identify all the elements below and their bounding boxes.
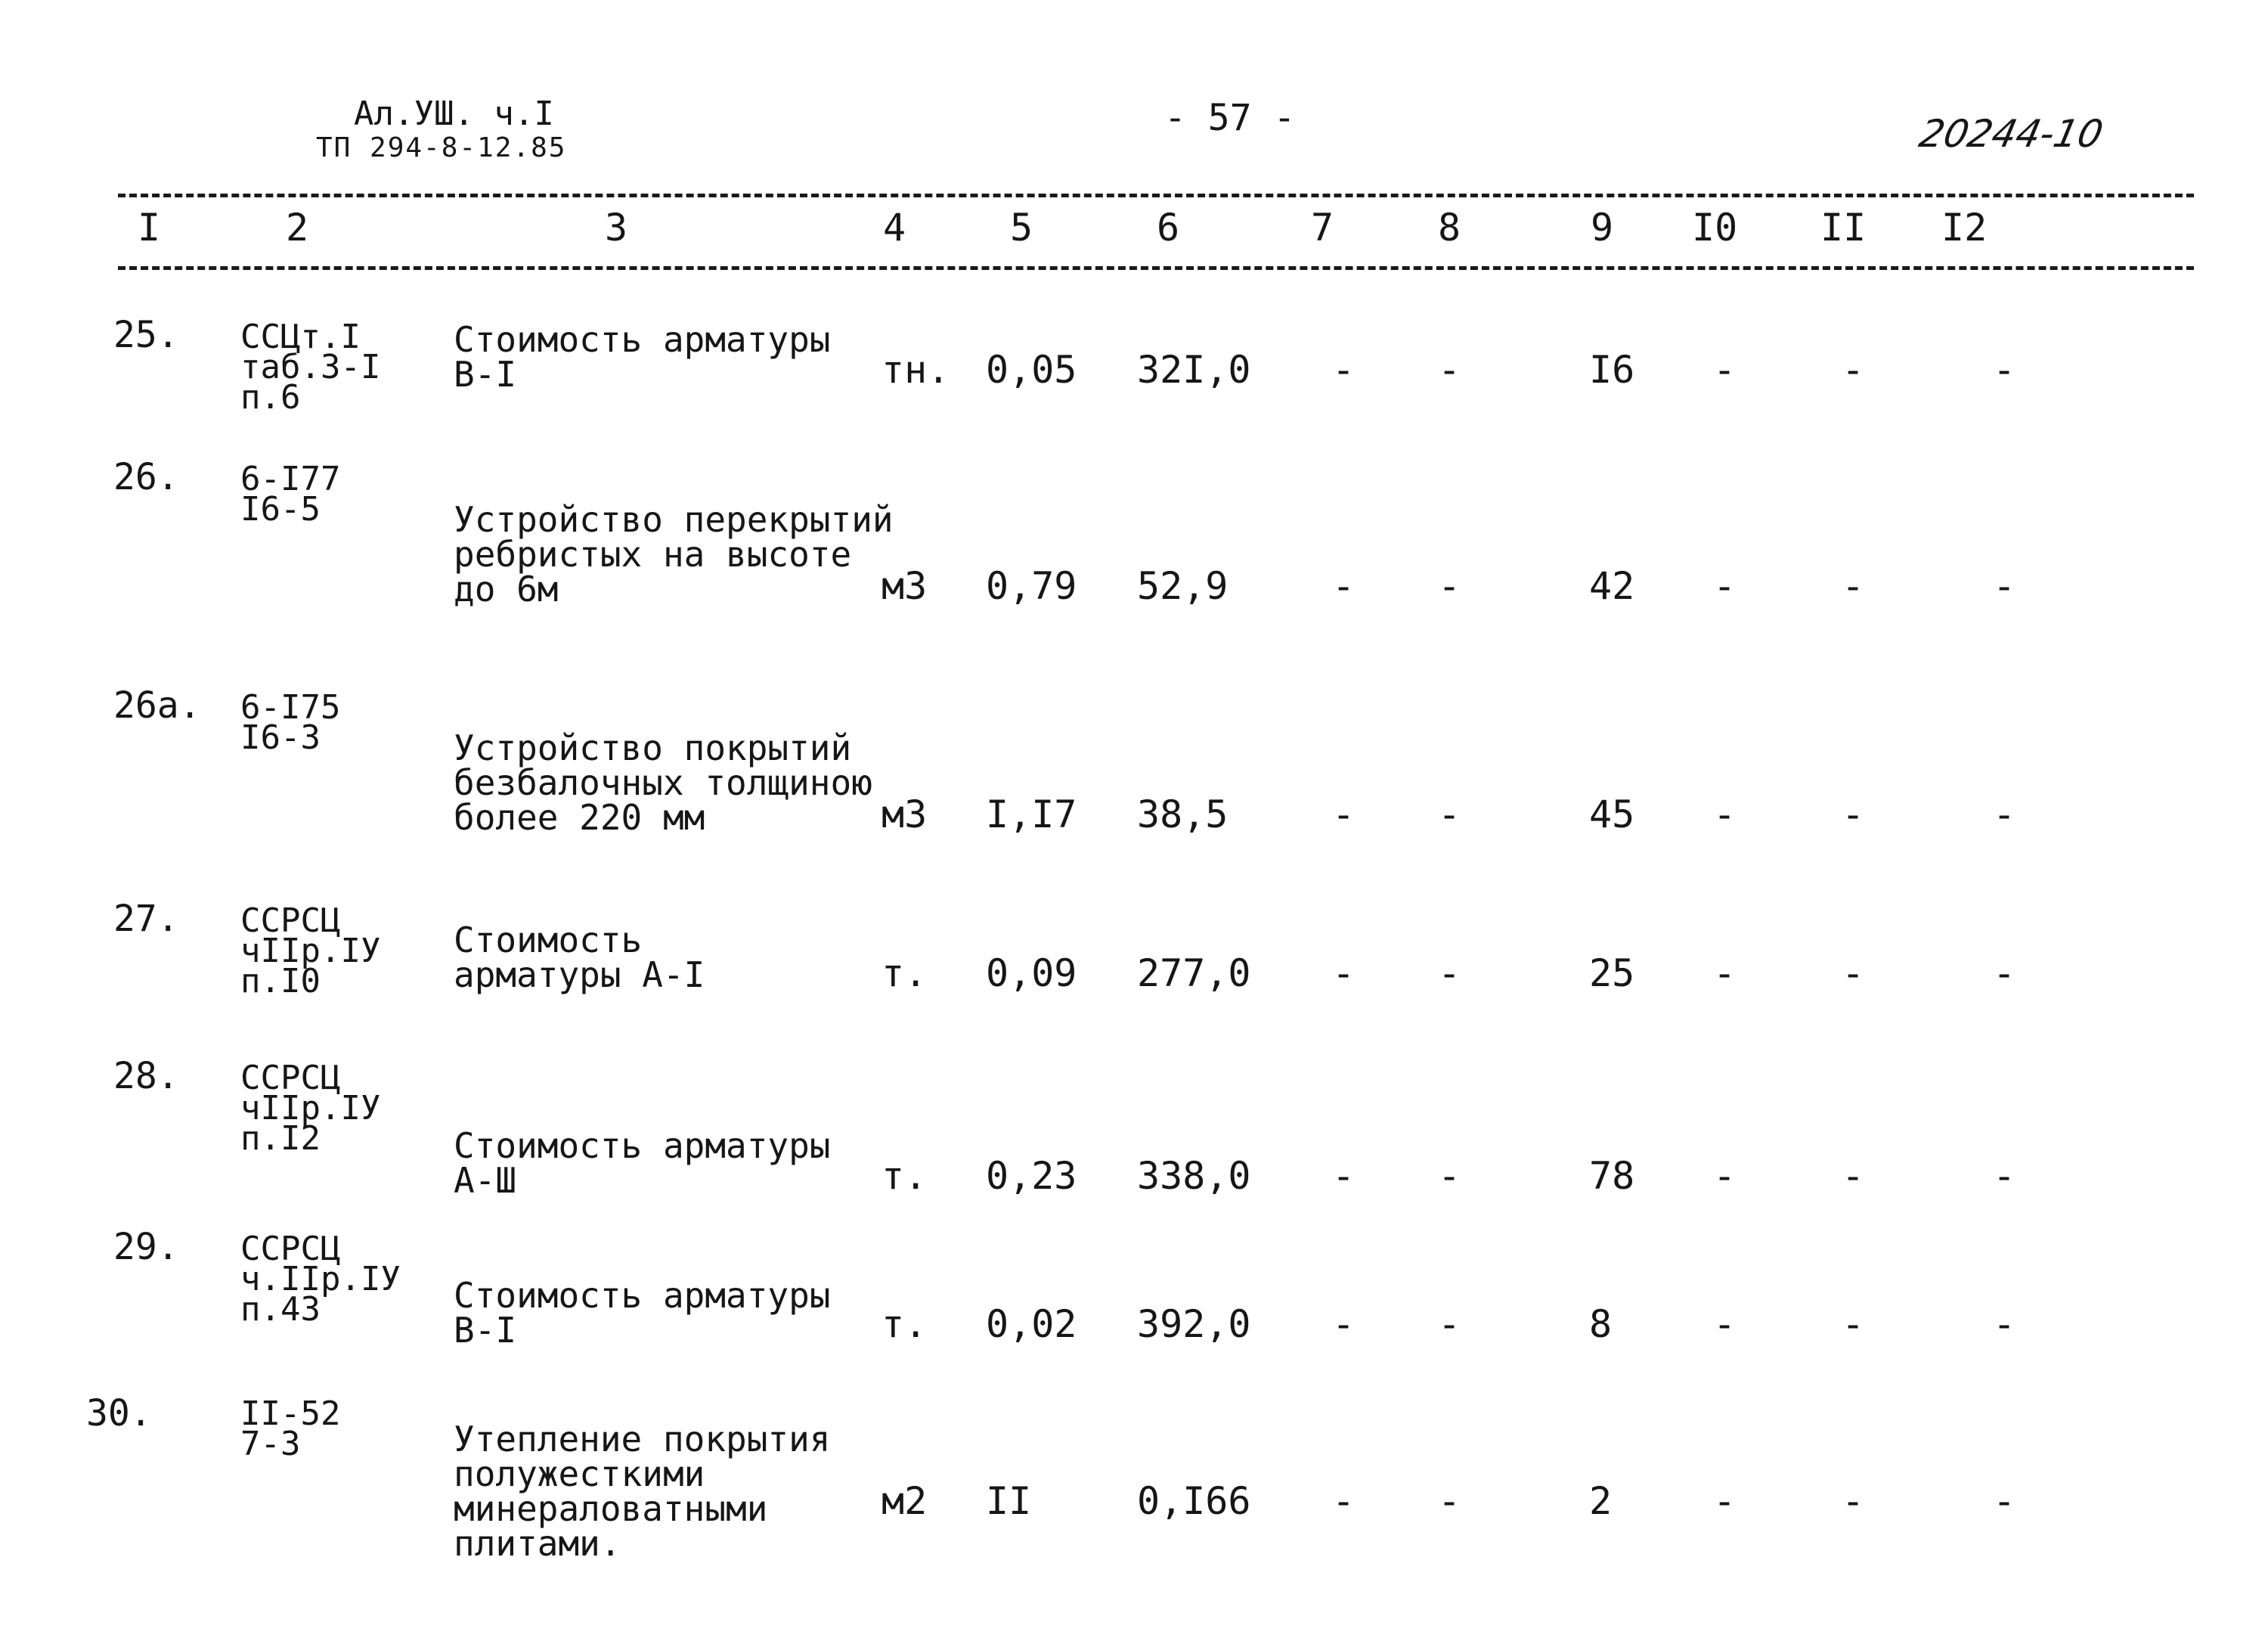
- col11-value: -: [1842, 564, 1865, 608]
- col7-value: -: [1332, 348, 1356, 392]
- col8-value: -: [1438, 564, 1461, 608]
- column-header: 3: [605, 206, 628, 250]
- column-header: 2: [286, 206, 309, 250]
- col11-value: -: [1842, 793, 1865, 836]
- document-number: 20244-10: [1915, 112, 2107, 156]
- col12-value: -: [1993, 564, 2016, 608]
- col11-value: -: [1842, 348, 1865, 392]
- col12-value: -: [1993, 793, 2016, 836]
- unit-price: 338,0: [1137, 1154, 1251, 1198]
- column-header: I2: [1941, 206, 1988, 250]
- unit: т.: [881, 951, 928, 995]
- reference-code: ССРСЦ чIIр.IУ п.I0: [240, 901, 381, 1000]
- column-header: I: [138, 206, 161, 250]
- header-top-rule: [118, 194, 2194, 197]
- quantity: 0,09: [986, 951, 1077, 995]
- work-description: Утепление покрытия полужесткими минераловатными плитами.: [454, 1419, 831, 1564]
- row-number: 27.: [113, 898, 179, 940]
- album-label: Ал.УШ. ч.I: [354, 95, 554, 133]
- quantity: II: [986, 1479, 1032, 1523]
- col11-value: -: [1842, 1479, 1865, 1523]
- column-header: 5: [1010, 206, 1033, 250]
- reference-code: ССЦт.I таб.3-I п.6: [240, 318, 381, 417]
- unit-price: 52,9: [1137, 564, 1228, 608]
- unit: т.: [881, 1154, 928, 1198]
- total-cost: I6: [1589, 348, 1635, 392]
- col7-value: -: [1332, 1302, 1356, 1346]
- work-description: Стоимость арматуры А-Ш: [454, 1125, 831, 1201]
- col10-value: -: [1713, 951, 1737, 995]
- column-header: II: [1820, 206, 1867, 250]
- col7-value: -: [1332, 793, 1356, 836]
- col10-value: -: [1713, 1302, 1737, 1346]
- unit-price: 0,I66: [1137, 1479, 1251, 1523]
- page-number: - 57 -: [1164, 97, 1296, 139]
- reference-code: ССРСЦ чIIр.IУ п.I2: [240, 1059, 381, 1158]
- total-cost: 25: [1589, 951, 1635, 995]
- col10-value: -: [1713, 1479, 1737, 1523]
- row-number: 25.: [113, 314, 179, 356]
- unit-price: 392,0: [1137, 1302, 1251, 1346]
- col11-value: -: [1842, 1302, 1865, 1346]
- col7-value: -: [1332, 564, 1356, 608]
- col12-value: -: [1993, 1302, 2016, 1346]
- column-header: 4: [883, 206, 906, 250]
- unit: тн.: [881, 348, 950, 392]
- total-cost: 2: [1589, 1479, 1613, 1523]
- work-description: Стоимость арматуры В-I: [454, 1275, 831, 1351]
- row-number: 30.: [86, 1392, 152, 1435]
- work-description: Устройство покрытий безбалочных толщиною более 220 мм: [454, 727, 872, 838]
- column-header: 9: [1591, 206, 1614, 250]
- col7-value: -: [1332, 1154, 1356, 1198]
- col8-value: -: [1438, 1479, 1461, 1523]
- col11-value: -: [1842, 1154, 1865, 1198]
- quantity: 0,79: [986, 564, 1077, 608]
- row-number: 28.: [113, 1055, 179, 1097]
- unit: м3: [881, 564, 928, 608]
- work-description: Стоимость арматуры В-I: [454, 319, 831, 395]
- unit: м3: [881, 793, 928, 836]
- unit: м2: [881, 1479, 928, 1523]
- work-description: Стоимость арматуры А-I: [454, 920, 705, 995]
- total-cost: 8: [1589, 1302, 1613, 1346]
- row-number: 29.: [113, 1226, 179, 1268]
- column-header: 7: [1311, 206, 1334, 250]
- col10-value: -: [1713, 1154, 1737, 1198]
- col10-value: -: [1713, 564, 1737, 608]
- col7-value: -: [1332, 951, 1356, 995]
- work-description: Устройство перекрытий ребристых на высоте до 6м: [454, 499, 894, 610]
- col8-value: -: [1438, 1302, 1461, 1346]
- col7-value: -: [1332, 1479, 1356, 1523]
- quantity: I,I7: [986, 793, 1077, 836]
- reference-code: 6-I75 I6-3: [240, 688, 341, 757]
- header-bottom-rule: [118, 266, 2194, 270]
- row-number: 26.: [113, 456, 179, 498]
- quantity: 0,23: [986, 1154, 1077, 1198]
- quantity: 0,02: [986, 1302, 1077, 1346]
- col10-value: -: [1713, 348, 1737, 392]
- column-header: 6: [1157, 206, 1180, 250]
- col8-value: -: [1438, 1154, 1461, 1198]
- col11-value: -: [1842, 951, 1865, 995]
- col8-value: -: [1438, 951, 1461, 995]
- total-cost: 78: [1589, 1154, 1635, 1198]
- col12-value: -: [1993, 1154, 2016, 1198]
- col8-value: -: [1438, 348, 1461, 392]
- total-cost: 42: [1589, 564, 1635, 608]
- unit-price: 277,0: [1137, 951, 1251, 995]
- reference-code: II-52 7-3: [240, 1394, 341, 1463]
- column-header: I0: [1692, 206, 1738, 250]
- col8-value: -: [1438, 793, 1461, 836]
- quantity: 0,05: [986, 348, 1077, 392]
- row-number: 26а.: [113, 684, 201, 727]
- column-header: 8: [1438, 206, 1461, 250]
- col12-value: -: [1993, 348, 2016, 392]
- unit: т.: [881, 1302, 928, 1346]
- unit-price: 32I,0: [1137, 348, 1251, 392]
- reference-code: ССРСЦ ч.IIр.IУ п.43: [240, 1230, 401, 1329]
- col12-value: -: [1993, 1479, 2016, 1523]
- unit-price: 38,5: [1137, 793, 1228, 836]
- total-cost: 45: [1589, 793, 1635, 836]
- reference-code: 6-I77 I6-5: [240, 460, 341, 529]
- project-code: ТП 294-8-12.85: [316, 132, 567, 163]
- col10-value: -: [1713, 793, 1737, 836]
- col12-value: -: [1993, 951, 2016, 995]
